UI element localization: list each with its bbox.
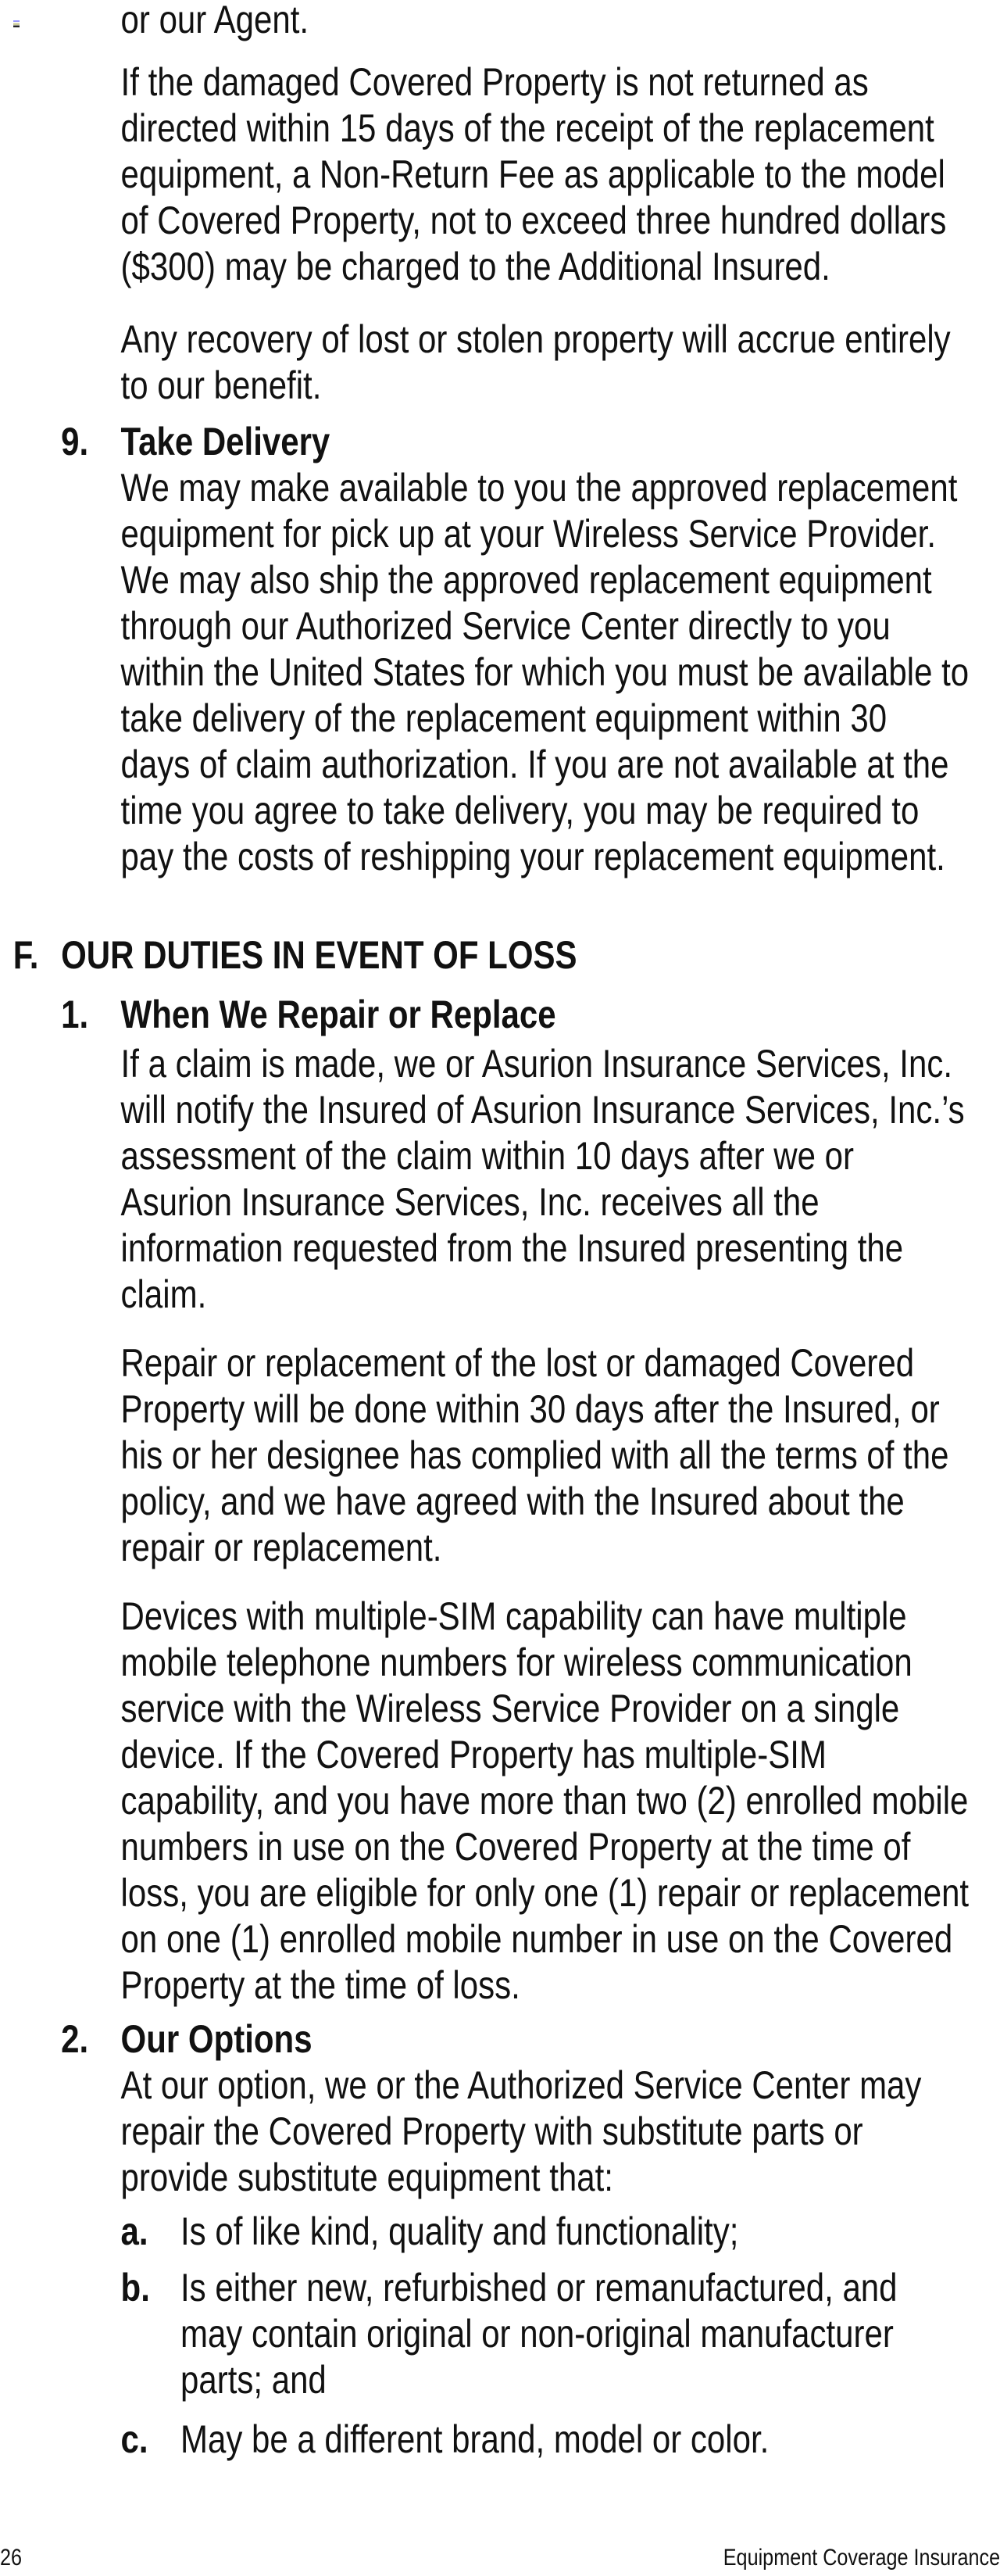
page-number: 26 bbox=[0, 2545, 23, 2571]
text-line bbox=[0, 1594, 1000, 1640]
text-line bbox=[0, 317, 1000, 363]
line-text: repair the Covered Property with substitute parts or bbox=[120, 2109, 863, 2153]
line-text: Repair or replacement of the lost or damaged Covered bbox=[120, 1341, 915, 1385]
paragraph bbox=[0, 1041, 1000, 1318]
list-item bbox=[0, 2417, 1000, 2463]
text-line bbox=[0, 1962, 1000, 2009]
section-heading bbox=[0, 992, 1000, 1038]
heading-number: 9. bbox=[61, 420, 89, 463]
text-line bbox=[0, 511, 1000, 557]
line-text: If a claim is made, we or Asurion Insurance Services, Inc. bbox=[120, 1042, 952, 1086]
text-line bbox=[0, 1686, 1000, 1732]
line-text: days of claim authorization. If you are not available at the bbox=[120, 742, 949, 786]
section-heading bbox=[0, 419, 1000, 465]
text-line bbox=[0, 1041, 1000, 1087]
heading-number: F. bbox=[12, 933, 39, 977]
text-line bbox=[0, 198, 1000, 244]
line-text: numbers in use on the Covered Property at the time of bbox=[120, 1825, 911, 1869]
line-text: information requested from the Insured presenting the bbox=[120, 1226, 904, 1270]
text-line bbox=[0, 1087, 1000, 1133]
text-line bbox=[0, 1870, 1000, 1916]
line-text: ($300) may be charged to the Additional Insured. bbox=[120, 245, 830, 288]
text-line bbox=[0, 1824, 1000, 1870]
text-line bbox=[0, 696, 1000, 742]
text-line bbox=[0, 2109, 1000, 2155]
line-text: of Covered Property, not to exceed three hundred dollars bbox=[120, 199, 947, 242]
list-marker: a. bbox=[120, 2209, 148, 2253]
heading-title: Our Options bbox=[120, 2017, 312, 2061]
line-text: Any recovery of lost or stolen property will accrue entirely bbox=[120, 317, 951, 361]
list-item bbox=[0, 2209, 1000, 2255]
text-line bbox=[0, 1179, 1000, 1225]
text-line bbox=[0, 1479, 1000, 1525]
line-text: loss, you are eligible for only one (1) repair or replacement bbox=[120, 1871, 970, 1915]
footer-title: Equipment Coverage Insurance bbox=[723, 2545, 1000, 2571]
line-text: equipment for pick up at your Wireless Service Provider. bbox=[120, 512, 936, 556]
text-line bbox=[0, 2265, 1000, 2311]
text-line bbox=[0, 1525, 1000, 1571]
page-footer bbox=[0, 2545, 1000, 2576]
line-text: service with the Wireless Service Provider on a single bbox=[120, 1687, 900, 1730]
line-text: mobile telephone numbers for wireless communication bbox=[120, 1640, 912, 1684]
text-line bbox=[0, 465, 1000, 511]
heading-title: When We Repair or Replace bbox=[120, 993, 556, 1036]
line-text: through our Authorized Service Center directly to you bbox=[120, 604, 891, 648]
line-text: We may also ship the approved replacement equipment bbox=[120, 558, 932, 602]
section-heading bbox=[0, 2016, 1000, 2063]
line-text: assessment of the claim within 10 days after we or bbox=[120, 1134, 854, 1178]
line-text: may contain original or non-original manufacturer bbox=[180, 2312, 894, 2356]
text-line bbox=[0, 1225, 1000, 1272]
text-line bbox=[0, 557, 1000, 603]
line-text: repair or replacement. bbox=[120, 1526, 442, 1569]
list-marker: c. bbox=[120, 2417, 148, 2461]
line-text: take delivery of the replacement equipment within 30 bbox=[120, 696, 888, 740]
text-line bbox=[0, 1272, 1000, 1318]
text-line bbox=[0, 1732, 1000, 1778]
line-text: Property at the time of loss. bbox=[120, 1963, 520, 2007]
line-text: claim. bbox=[120, 1272, 207, 1316]
line-text: provide substitute equipment that: bbox=[120, 2156, 613, 2199]
list-marker: b. bbox=[120, 2266, 150, 2309]
heading-number: 1. bbox=[61, 993, 89, 1036]
section-heading bbox=[0, 932, 1000, 979]
text-line bbox=[0, 0, 1000, 43]
paragraph bbox=[0, 317, 1000, 409]
line-text: to our benefit. bbox=[120, 363, 322, 407]
line-text: policy, and we have agreed with the Insured about the bbox=[120, 1479, 905, 1523]
line-text: May be a different brand, model or color. bbox=[180, 2417, 770, 2461]
text-line bbox=[0, 788, 1000, 834]
text-line bbox=[0, 2209, 1000, 2255]
text-line bbox=[0, 2063, 1000, 2109]
line-text: time you agree to take delivery, you may be required to bbox=[120, 789, 920, 832]
text-line bbox=[0, 59, 1000, 106]
line-text: within the United States for which you must be available to bbox=[120, 650, 970, 694]
text-line bbox=[0, 2311, 1000, 2357]
line-text: or our Agent. bbox=[120, 0, 309, 41]
text-line bbox=[0, 1640, 1000, 1686]
paragraph bbox=[0, 0, 1000, 43]
paragraph bbox=[0, 1340, 1000, 1571]
line-text: We may make available to you the approved replacement bbox=[120, 466, 958, 510]
line-text: pay the costs of reshipping your replacement equipment. bbox=[120, 835, 945, 878]
line-text: Property will be done within 30 days after the Insured, or bbox=[120, 1387, 940, 1431]
text-line bbox=[0, 363, 1000, 409]
text-line bbox=[0, 1340, 1000, 1386]
heading-title: OUR DUTIES IN EVENT OF LOSS bbox=[61, 933, 577, 977]
paragraph bbox=[0, 465, 1000, 880]
line-text: his or her designee has complied with all the terms of the bbox=[120, 1433, 949, 1477]
heading-title: Take Delivery bbox=[120, 420, 330, 463]
text-line bbox=[0, 834, 1000, 880]
text-line bbox=[0, 1133, 1000, 1179]
heading-line bbox=[0, 992, 1000, 1038]
text-line bbox=[0, 2417, 1000, 2463]
line-text: on one (1) enrolled mobile number in use on the Covered bbox=[120, 1917, 953, 1961]
line-text: Is either new, refurbished or remanufactured, and bbox=[180, 2266, 898, 2309]
heading-line bbox=[0, 2016, 1000, 2063]
text-line bbox=[0, 742, 1000, 788]
text-line bbox=[0, 1386, 1000, 1433]
text-line bbox=[0, 152, 1000, 198]
line-text: At our option, we or the Authorized Service Center may bbox=[120, 2063, 922, 2107]
heading-number: 2. bbox=[61, 2017, 89, 2061]
text-line bbox=[0, 2155, 1000, 2201]
line-text: capability, and you have more than two (2) enrolled mobile bbox=[120, 1779, 969, 1823]
line-text: Is of like kind, quality and functionality; bbox=[180, 2209, 739, 2253]
line-text: will notify the Insured of Asurion Insurance Services, Inc.’s bbox=[120, 1088, 965, 1132]
line-text: Devices with multiple-SIM capability can have multiple bbox=[120, 1594, 907, 1638]
paragraph bbox=[0, 1594, 1000, 2009]
line-text: Asurion Insurance Services, Inc. receives all the bbox=[120, 1180, 820, 1224]
text-line bbox=[0, 1778, 1000, 1824]
text-line bbox=[0, 244, 1000, 290]
text-line bbox=[0, 649, 1000, 696]
paragraph bbox=[0, 2063, 1000, 2201]
line-text: If the damaged Covered Property is not returned as bbox=[120, 60, 869, 104]
text-line bbox=[0, 106, 1000, 152]
line-text: equipment, a Non-Return Fee as applicable to the model bbox=[120, 152, 945, 196]
heading-line bbox=[0, 932, 1000, 979]
heading-line bbox=[0, 419, 1000, 465]
line-text: directed within 15 days of the receipt of the replacement bbox=[120, 106, 934, 150]
line-text: parts; and bbox=[180, 2358, 327, 2402]
line-text: device. If the Covered Property has multiple-SIM bbox=[120, 1733, 827, 1776]
text-line bbox=[0, 2357, 1000, 2403]
text-line bbox=[0, 1433, 1000, 1479]
text-line bbox=[0, 603, 1000, 649]
text-line bbox=[0, 1916, 1000, 1962]
list-item bbox=[0, 2265, 1000, 2403]
paragraph bbox=[0, 59, 1000, 290]
